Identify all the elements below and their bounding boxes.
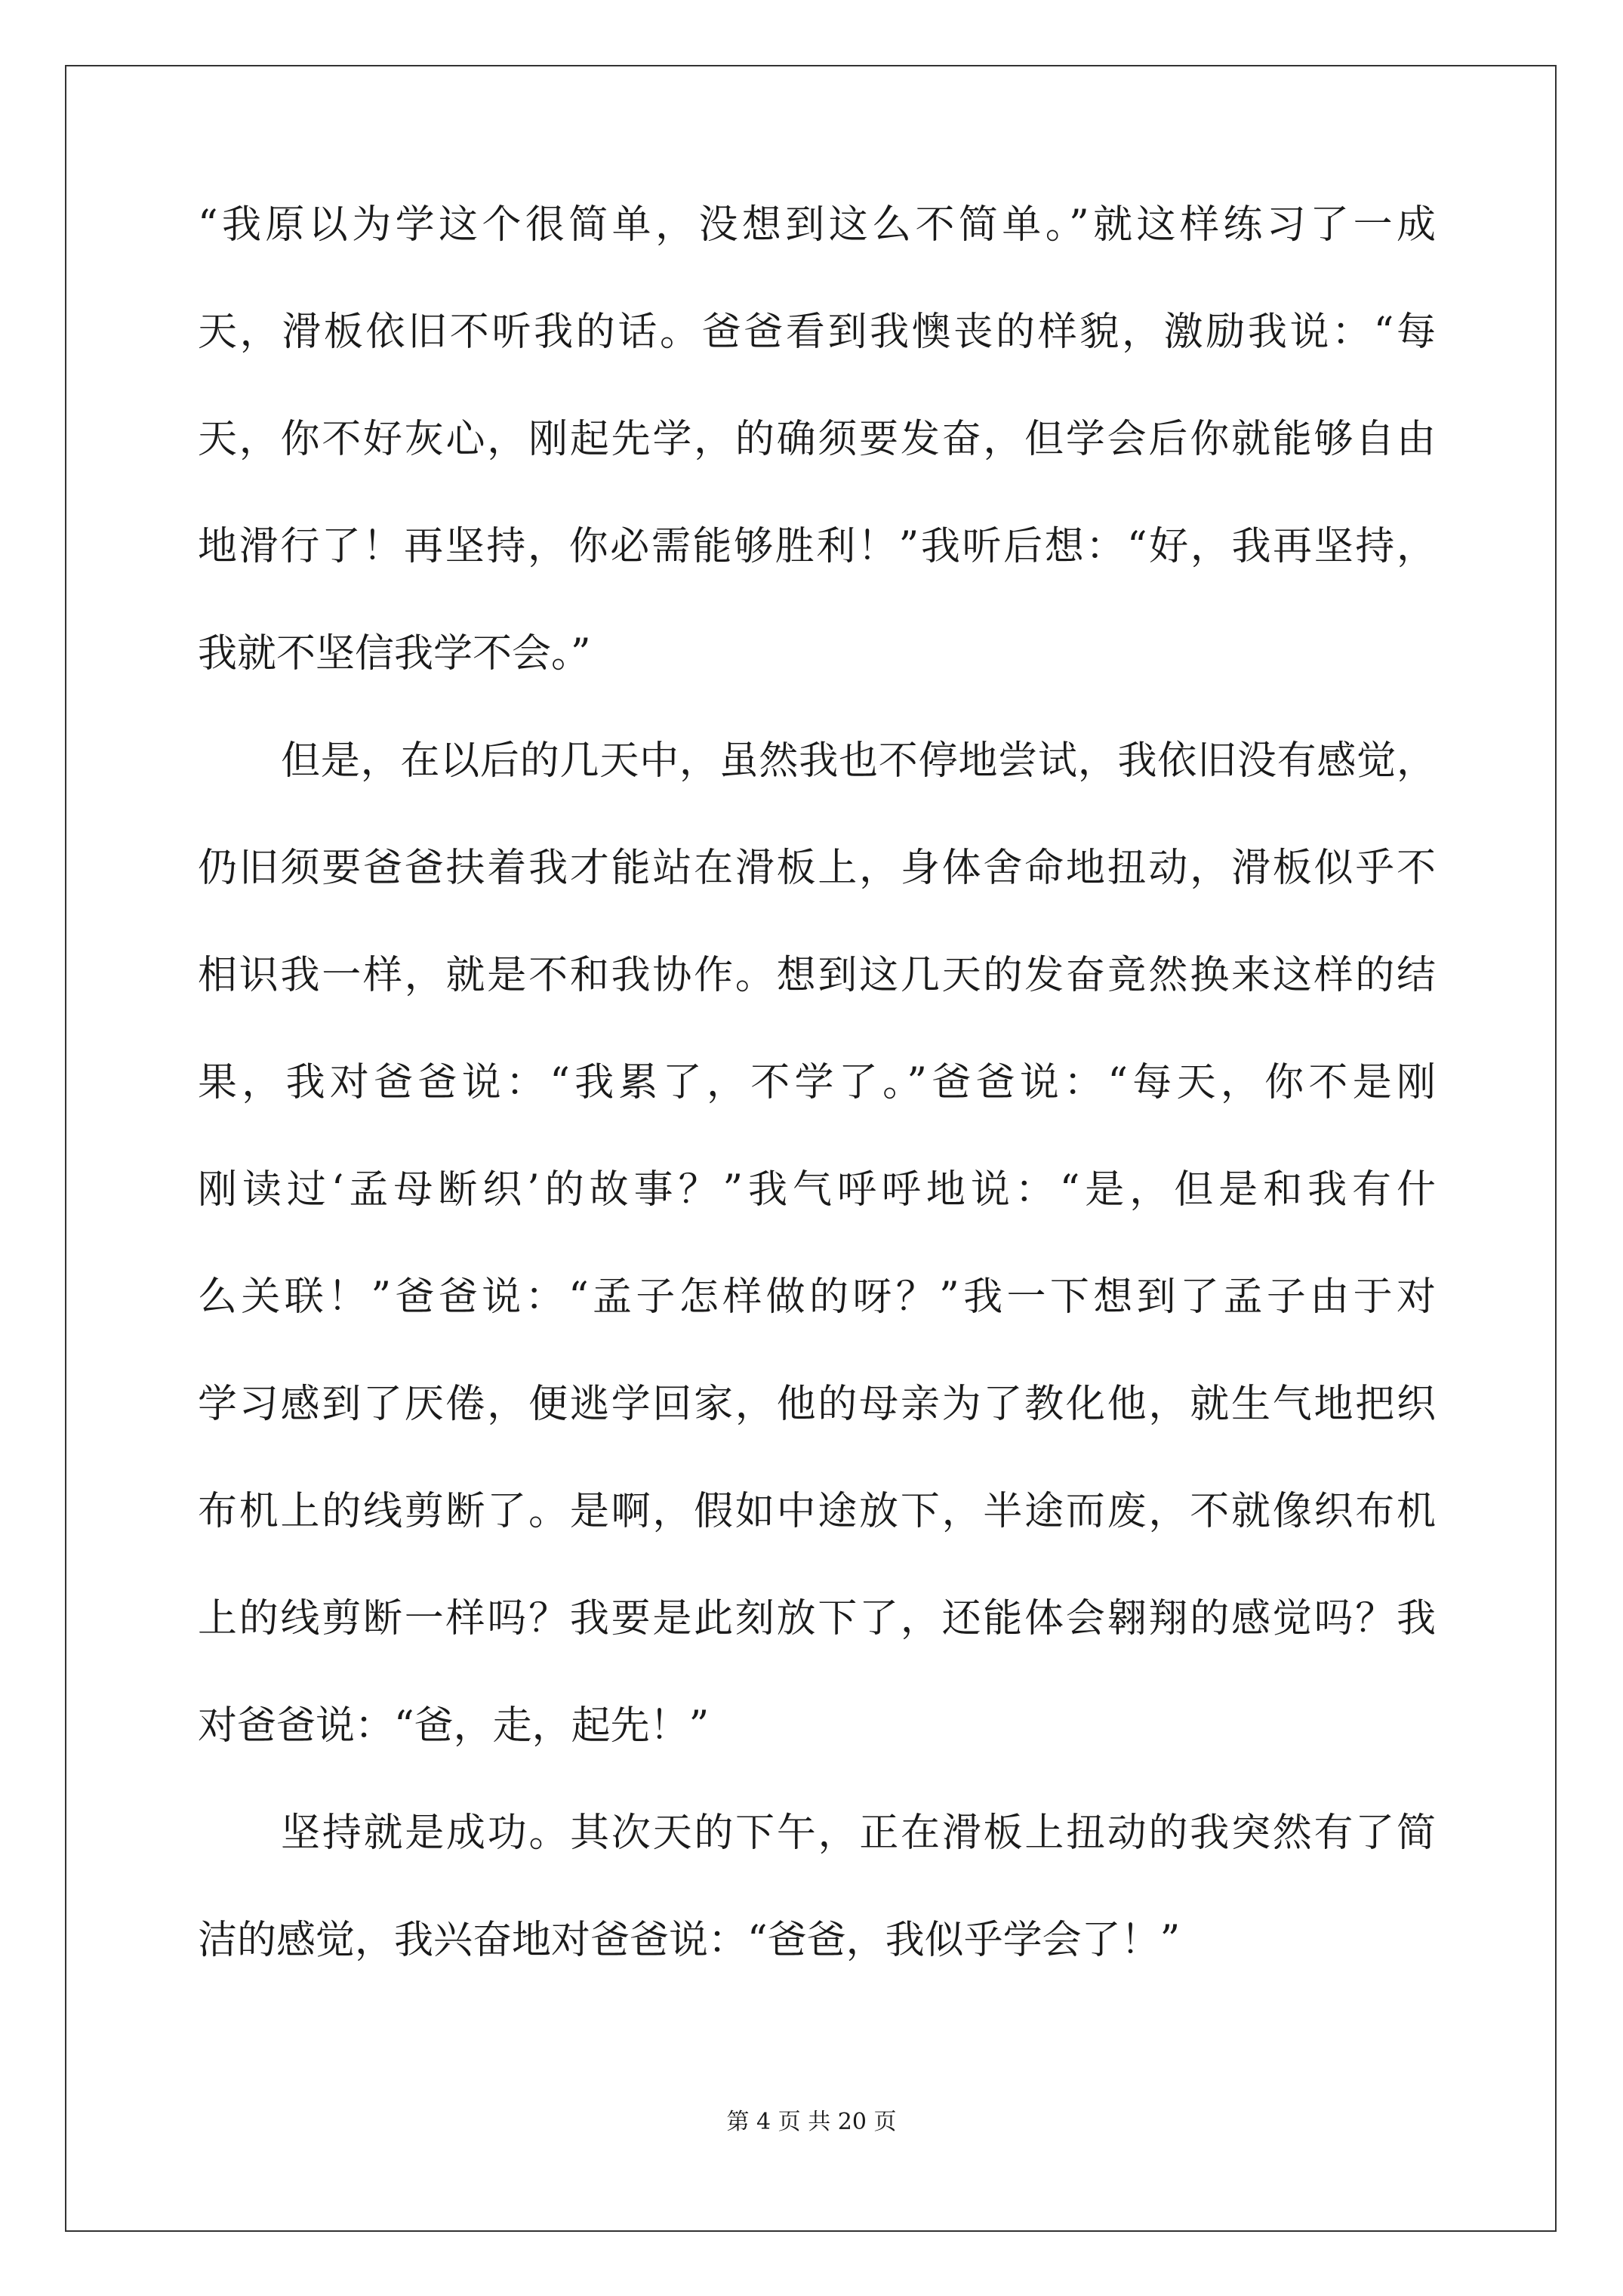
- text-line: 天，你不好灰心，刚起先学，的确须要发奋，但学会后你就能够自由: [198, 417, 1436, 462]
- text-line: 洁的感觉，我兴奋地对爸爸说：“爸爸，我似乎学会了！”: [198, 1918, 1181, 1963]
- paragraph: [198, 734, 1436, 1753]
- text-line: “我原以为学这个很简单，没想到这么不简单。”就这样练习了一成: [198, 202, 1436, 248]
- paragraph: [198, 1806, 1436, 1968]
- document-body: [198, 198, 1436, 2020]
- text-line: 刚读过‘孟母断织’的故事？”我气呼呼地说：“是，但是和我有什: [198, 1167, 1436, 1213]
- text-line: 上的线剪断一样吗？我要是此刻放下了，还能体会翱翔的感觉吗？我: [198, 1596, 1436, 1641]
- text-line: 对爸爸说：“爸，走，起先！”: [198, 1703, 710, 1749]
- text-line: 天，滑板依旧不听我的话。爸爸看到我懊丧的样貌，激励我说：“每: [198, 310, 1436, 355]
- text-line: 布机上的线剪断了。是啊，假如中途放下，半途而废，不就像织布机: [198, 1489, 1436, 1534]
- text-line: 么关联！”爸爸说：“孟子怎样做的呀？”我一下想到了孟子由于对: [198, 1274, 1436, 1320]
- text-line: 我就不坚信我学不会。”: [198, 631, 591, 676]
- text-line: 果，我对爸爸说：“我累了，不学了。”爸爸说：“每天，你不是刚: [198, 1060, 1436, 1105]
- text-line: 但是，在以后的几天中，虽然我也不停地尝试，我依旧没有感觉，: [281, 738, 1436, 784]
- text-line: 仍旧须要爸爸扶着我才能站在滑板上，身体舍命地扭动，滑板似乎不: [198, 846, 1436, 891]
- paragraph: [198, 198, 1436, 681]
- text-line: 坚持就是成功。其次天的下午，正在滑板上扭动的我突然有了简: [281, 1811, 1436, 1856]
- text-line: 学习感到了厌倦，便逃学回家，他的母亲为了教化他，就生气地把织: [198, 1382, 1436, 1427]
- page-number-footer: 第 4 页 共 20 页: [726, 2109, 897, 2135]
- text-line: 地滑行了！再坚持，你必需能够胜利！”我听后想：“好，我再坚持，: [198, 524, 1436, 569]
- text-line: 相识我一样，就是不和我协作。想到这几天的发奋竟然换来这样的结: [198, 953, 1436, 998]
